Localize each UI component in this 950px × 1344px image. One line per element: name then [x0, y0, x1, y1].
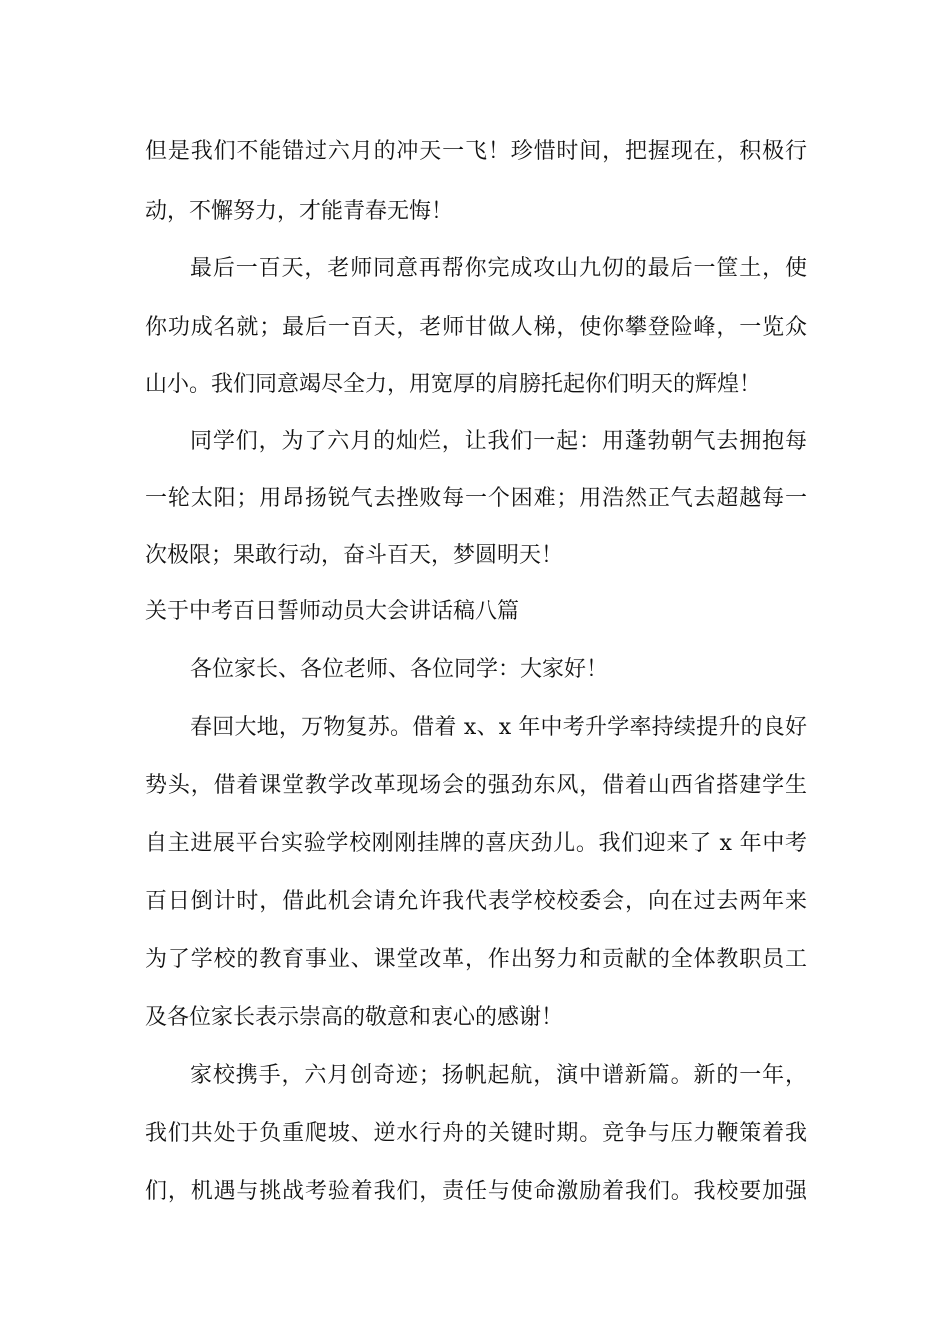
text-line: 一轮太阳；用昂扬锐气去挫败每一个困难；用浩然正气去超越每一 [145, 486, 807, 511]
text-line: 及各位家长表示崇高的敬意和衷心的感谢！ [145, 1005, 564, 1030]
text-line: 动，不懈努力，才能青春无悔！ [145, 199, 454, 224]
text-line: 最后一百天，老师同意再帮你完成攻山九仞的最后一筐土，使 [190, 256, 807, 281]
text-line: 但是我们不能错过六月的冲天一飞！珍惜时间，把握现在，积极行 [145, 139, 807, 164]
text-line: 自主进展平台实验学校刚刚挂牌的喜庆劲儿。我们迎来了 x 年中考 [145, 831, 807, 856]
text-line: 为了学校的教育事业、课堂改革，作出努力和贡献的全体教职员工 [145, 947, 807, 972]
text-line: 你功成名就；最后一百天，老师甘做人梯，使你攀登险峰，一览众 [145, 315, 807, 340]
text-line: 们，机遇与挑战考验着我们，责任与使命激励着我们。我校要加强 [145, 1179, 807, 1204]
greeting-line: 各位家长、各位老师、各位同学：大家好！ [190, 657, 609, 682]
text-line: 我们共处于负重爬坡、逆水行舟的关键时期。竞争与压力鞭策着我 [145, 1121, 807, 1146]
section-heading: 关于中考百日誓师动员大会讲话稿八篇 [145, 599, 520, 624]
text-line: 山小。我们同意竭尽全力，用宽厚的肩膀托起你们明天的辉煌！ [145, 372, 762, 397]
text-line: 百日倒计时，借此机会请允许我代表学校校委会，向在过去两年来 [145, 889, 807, 914]
text-line: 同学们，为了六月的灿烂，让我们一起：用蓬勃朝气去拥抱每 [190, 429, 807, 454]
text-line: 家校携手，六月创奇迹；扬帆起航，演中谱新篇。新的一年， [190, 1063, 807, 1088]
text-line: 春回大地，万物复苏。借着 x、x 年中考升学率持续提升的良好 [190, 715, 807, 740]
text-line: 势头，借着课堂教学改革现场会的强劲东风，借着山西省搭建学生 [145, 773, 807, 798]
text-line: 次极限；果敢行动，奋斗百天，梦圆明天！ [145, 543, 564, 568]
